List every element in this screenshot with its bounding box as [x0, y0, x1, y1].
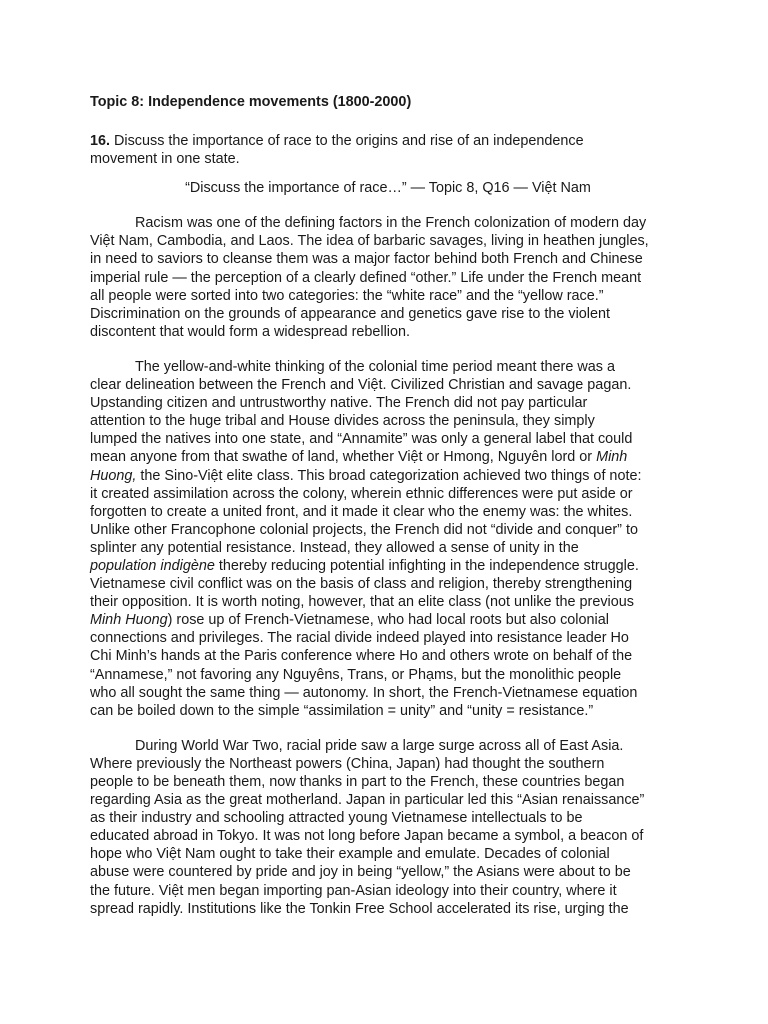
paragraph-line: Racism was one of the defining factors in the French colonization of modern day: [135, 215, 647, 232]
paragraph-line: who all sought the same thing — autonomy. In short, the French-Vietnamese equation: [90, 684, 638, 701]
paragraph-line: imperial rule — the perception of a clearly defined “other.” Life under the French meant: [90, 269, 642, 286]
essay-title: “Discuss the importance of race…” — Topic 8, Q16 — Việt Nam: [185, 180, 591, 197]
italic-term: Huong,: [90, 467, 137, 484]
paragraph-text: thereby reducing potential infighting in the independence struggle.: [214, 557, 639, 574]
paragraph-line: clear delineation between the French and Việt. Civilized Christian and savage pagan.: [90, 377, 632, 394]
paragraph-line: [90, 611, 686, 629]
question-prompt: [90, 132, 650, 168]
question-text-line-2: movement in one state.: [90, 151, 240, 168]
paragraph-line: The yellow-and-white thinking of the colonial time period meant there was a: [135, 358, 615, 375]
paragraph-line: [90, 448, 686, 466]
paragraph-line: all people were sorted into two categories: the “white race” and the “yellow race.”: [90, 287, 604, 304]
paragraph-line: the future. Việt men began importing pan-Asian ideology into their country, where it: [90, 882, 617, 899]
question-number: 16.: [90, 133, 111, 149]
paragraph-line: regarding Asia as the great motherland. Japan in particular led this “Asian renaissance”: [90, 792, 645, 809]
paragraph-line: as their industry and schooling attracted young Vietnamese intellectuals to be: [90, 810, 583, 827]
paragraph-text: ) rose up of French-Vietnamese, who had local roots but also colonial: [167, 612, 609, 629]
paragraph-line: forgotten to create a united front, and it made it clear who the enemy was: the whites.: [90, 503, 633, 520]
paragraph-line: Unlike other Francophone colonial projects, the French did not “divide and conquer” to: [90, 521, 638, 538]
paragraph-line: attention to the huge tribal and House divides across the peninsula, they simply: [90, 413, 595, 430]
paragraph-line: splinter any potential resistance. Instead, they allowed a sense of unity in the: [90, 539, 579, 556]
paragraph-line: people to be beneath them, now thanks in part to the French, these countries began: [90, 774, 625, 790]
paragraph-line: can be boiled down to the simple “assimilation = unity” and “unity = resistance.”: [90, 702, 594, 719]
paragraph-line: Chi Minh’s hands at the Paris conference where Ho and others wrote on behalf of the: [90, 648, 633, 665]
paragraph-line: their opposition. It is worth noting, however, that an elite class (not unlike the previous: [90, 594, 634, 611]
paragraph-line: educated abroad in Tokyo. It was not long before Japan became a symbol, a beacon of: [90, 828, 644, 845]
paragraph-line: connections and privileges. The racial divide indeed played into resistance leader Ho: [90, 630, 629, 647]
paragraph-line: Where previously the Northeast powers (China, Japan) had thought the southern: [90, 755, 605, 772]
paragraph-line: During World War Two, racial pride saw a large surge across all of East Asia.: [135, 737, 624, 754]
topic-heading: Topic 8: Independence movements (1800-2000): [90, 94, 412, 110]
italic-term: Minh Huong: [90, 612, 168, 629]
paragraph-line: abuse were countered by pride and joy in being “yellow,” the Asians were about to be: [90, 864, 631, 881]
paragraph-2: [90, 358, 686, 720]
italic-term: population indigène: [90, 557, 215, 574]
paragraph-line: Vietnamese civil conflict was on the basis of class and religion, thereby strengthening: [90, 576, 633, 593]
paragraph-text: mean anyone from that swathe of land, whether Việt or Hmong, Nguyên lord or: [90, 449, 597, 466]
question-text-line-1: Discuss the importance of race to the origins and rise of an independence: [110, 133, 584, 149]
paragraph-line: Discrimination on the grounds of appearance and genetics gave rise to the violent: [90, 305, 610, 322]
italic-term: Minh: [596, 449, 628, 466]
paragraph-3: [90, 737, 686, 918]
paragraph-line: spread rapidly. Institutions like the Tonkin Free School accelerated its rise, urging the: [90, 900, 629, 917]
paragraph-line: “Annamese,” not favoring any Nguyêns, Trans, or Phạms, but the monolithic people: [90, 666, 622, 683]
paragraph-line: discontent that would form a widespread rebellion.: [90, 323, 410, 340]
paragraph-line: Việt Nam, Cambodia, and Laos. The idea of barbaric savages, living in heathen jungles,: [90, 233, 649, 250]
paragraph-line: it created assimilation across the colony, wherein ethnic differences were put aside or: [90, 485, 633, 502]
paragraph-line: hope who Việt Nam ought to take their example and emulate. Decades of colonial: [90, 846, 610, 863]
paragraph-line: Upstanding citizen and untrustworthy native. The French did not pay particular: [90, 395, 588, 412]
paragraph-text: the Sino-Việt elite class. This broad categorization achieved two things of note:: [136, 467, 642, 484]
paragraph-line: lumped the natives into one state, and “Annamite” was only a general label that could: [90, 431, 633, 448]
paragraph-line: [90, 467, 686, 485]
paragraph-line: in need to saviors to cleanse them was a major factor behind both French and Chinese: [90, 251, 643, 268]
document-page: [90, 93, 686, 918]
paragraph-1: [90, 214, 686, 341]
paragraph-line: [90, 557, 686, 575]
